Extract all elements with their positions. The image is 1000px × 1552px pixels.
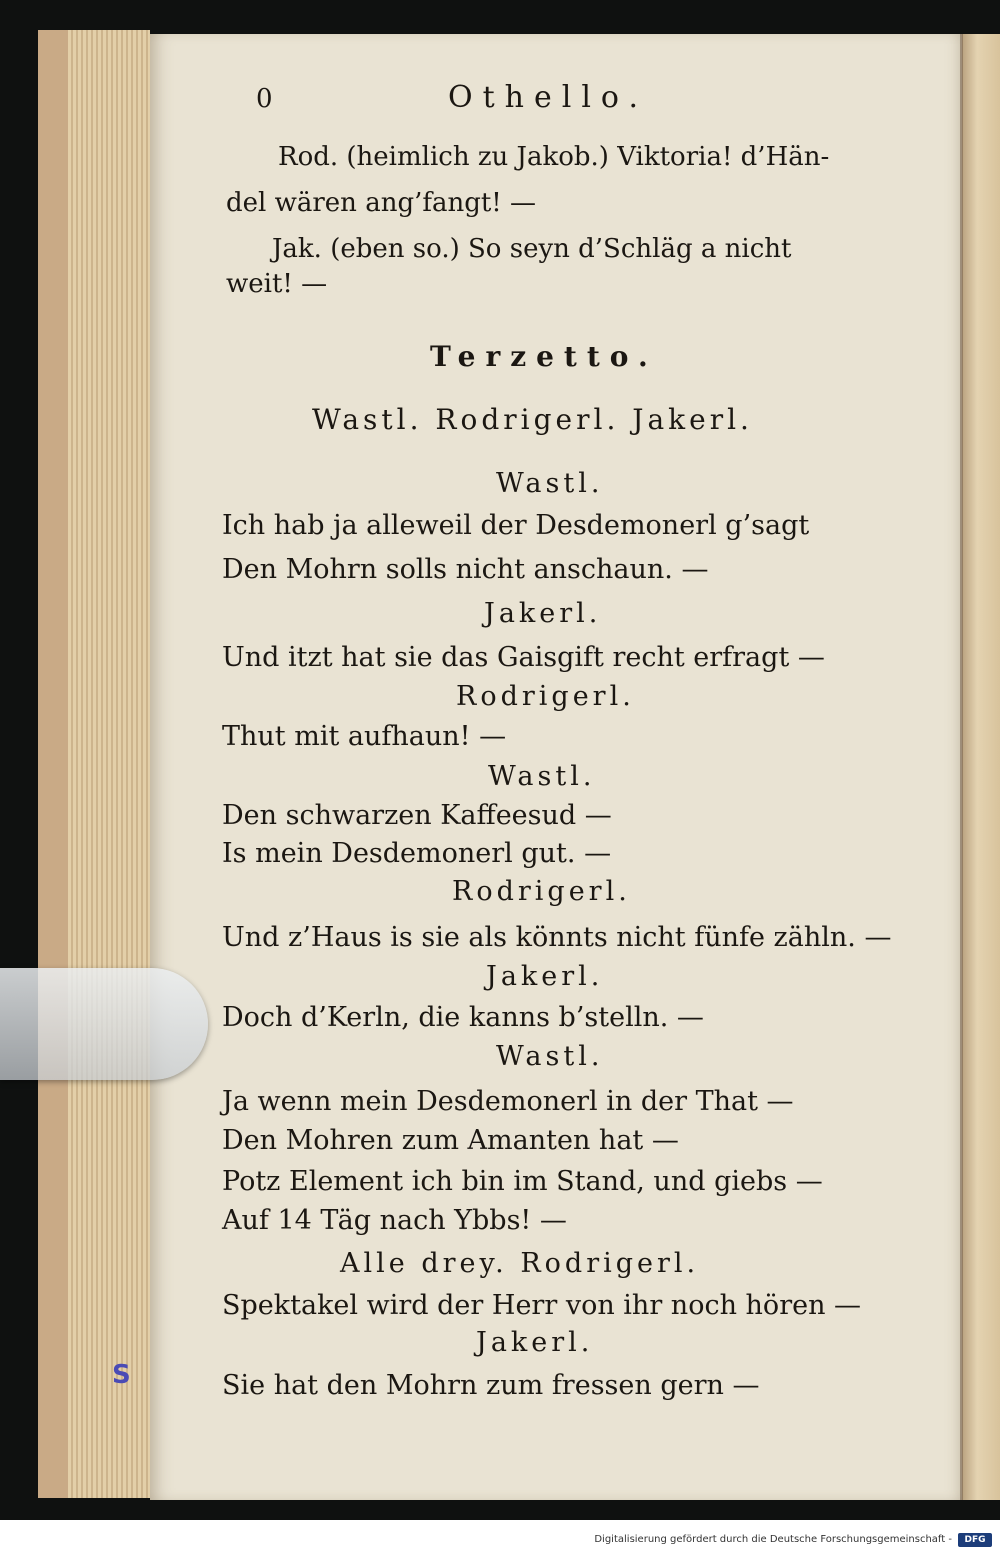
funding-credit: Digitalisierung gefördert durch die Deutsche Forschungsgemeinschaft - (594, 1534, 952, 1545)
speaker-label: Wastl. (488, 761, 596, 792)
verse-line: Doch d’Kerln, die kanns b’stelln. — (222, 1002, 704, 1033)
verse-line: Sie hat den Mohrn zum fressen gern — (222, 1370, 760, 1401)
verse-line: Ich hab ja alleweil der Desdemonerl g’sagt (222, 510, 810, 541)
verse-line: Spektakel wird der Herr von ihr noch hören — (222, 1290, 862, 1321)
verse-line: Und z’Haus is sie als könnts nicht fünfe zähln. — (222, 922, 892, 953)
verse-line: Auf 14 Täg nach Ybbs! — (222, 1205, 567, 1236)
page-edges (68, 30, 150, 1498)
speaker-label: Wastl. (496, 1041, 604, 1072)
text-line: weit! — (226, 269, 328, 299)
page-holder-clip (0, 968, 208, 1080)
speaker-label: Rodrigerl. (456, 681, 635, 712)
speaker-label: Wastl. (496, 468, 604, 499)
speaker-label: Jakerl. (486, 961, 604, 992)
speaker-label: Alle drey. Rodrigerl. (340, 1248, 700, 1279)
text-line: Rod. (heimlich zu Jakob.) Viktoria! d’Hän- (278, 142, 830, 172)
speaker-label: Jakerl. (484, 598, 602, 629)
page-gutter (960, 34, 963, 1500)
section-title: Terzetto. (430, 340, 658, 373)
speaker-label: Rodrigerl. (452, 876, 631, 907)
verse-line: Den Mohren zum Amanten hat — (222, 1125, 679, 1156)
book-cover-edge (38, 30, 68, 1498)
text-line: Jak. (eben so.) So seyn d’Schläg a nicht (272, 234, 792, 264)
speaker-label: Jakerl. (476, 1327, 594, 1358)
text-line: del wären ang’fangt! — (226, 188, 537, 218)
verse-line: Den Mohrn solls nicht anschaun. — (222, 554, 709, 585)
running-title: Othello. (448, 80, 648, 115)
persons-list: Wastl. Rodrigerl. Jakerl. (312, 403, 753, 436)
verse-line: Thut mit aufhaun! — (222, 721, 507, 752)
next-page-edge (962, 34, 1000, 1500)
page-number: 0 (256, 84, 273, 114)
margin-mark: S (112, 1360, 131, 1390)
dfg-logo-icon: DFG (958, 1533, 992, 1547)
verse-line: Is mein Desdemonerl gut. — (222, 838, 612, 869)
verse-line: Und itzt hat sie das Gaisgift recht erfragt — (222, 642, 825, 673)
verse-line: Potz Element ich bin im Stand, und giebs — (222, 1166, 823, 1197)
verse-line: Den schwarzen Kaffeesud — (222, 800, 612, 831)
verse-line: Ja wenn mein Desdemonerl in der That — (222, 1086, 794, 1117)
